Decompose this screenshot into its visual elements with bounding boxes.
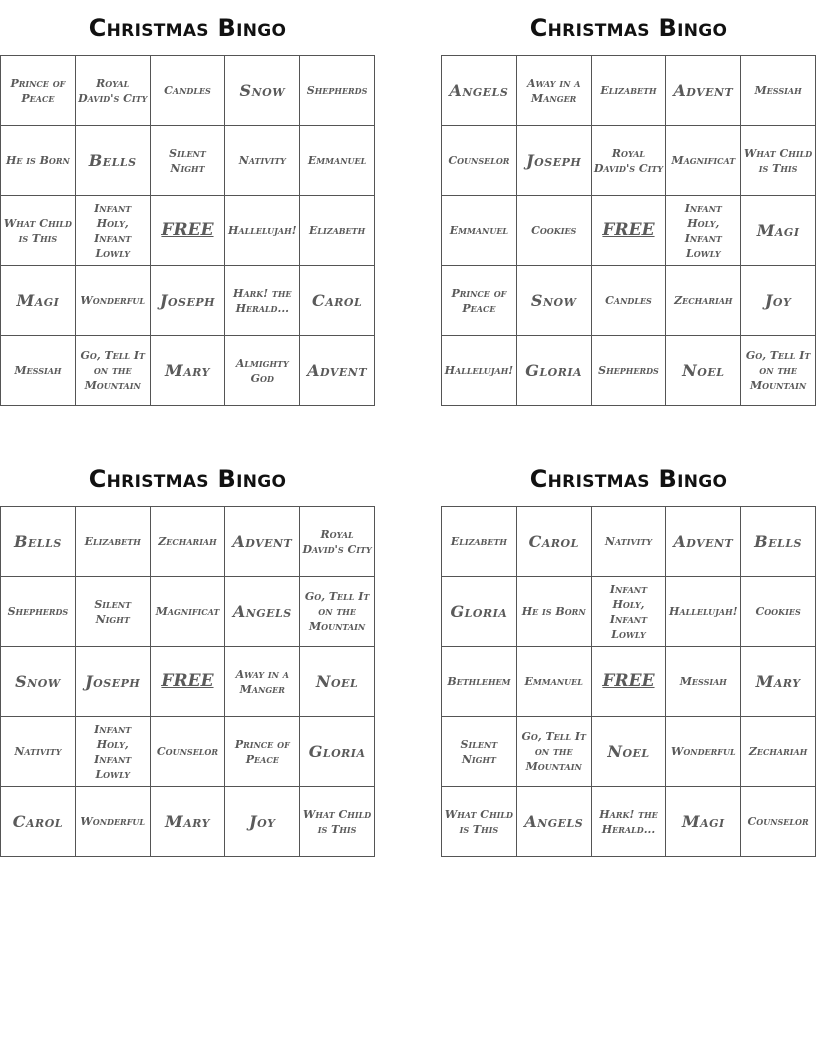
bingo-cell: Mary (741, 647, 816, 717)
bingo-cell: Emmanuel (442, 196, 517, 266)
bingo-card-1 (0, 0, 375, 406)
bingo-cell: Wonderful (75, 787, 150, 857)
bingo-cell: Shepherds (1, 577, 76, 647)
bingo-cell: Magnificat (150, 577, 225, 647)
bingo-cell: Messiah (666, 647, 741, 717)
bingo-cell: Shepherds (591, 336, 666, 406)
bingo-cell: What Child is This (1, 196, 76, 266)
bingo-cell: Infant Holy, Infant Lowly (591, 577, 666, 647)
bingo-cell: Joy (225, 787, 300, 857)
bingo-cell: Go, Tell It on the Mountain (516, 717, 591, 787)
bingo-card-3 (0, 451, 375, 857)
bingo-cell: Go, Tell It on the Mountain (741, 336, 816, 406)
bingo-cell: Candles (591, 266, 666, 336)
bingo-cell: Nativity (591, 507, 666, 577)
bingo-cell: Nativity (225, 126, 300, 196)
bingo-card-4 (441, 451, 816, 857)
bingo-cell: Carol (1, 787, 76, 857)
bingo-cell: Emmanuel (300, 126, 375, 196)
card-title: Christmas Bingo (88, 14, 287, 42)
card-title: Christmas Bingo (529, 14, 728, 42)
bingo-cell: Zechariah (150, 507, 225, 577)
bingo-cell: Advent (666, 507, 741, 577)
bingo-cell: Counselor (741, 787, 816, 857)
bingo-cell: Elizabeth (442, 507, 517, 577)
bingo-cell: Mary (150, 336, 225, 406)
bingo-cell: Almighty God (225, 336, 300, 406)
bingo-cell: Hark! the Herald... (591, 787, 666, 857)
bingo-cell: Zechariah (741, 717, 816, 787)
bingo-cell: Silent Night (75, 577, 150, 647)
card-title: Christmas Bingo (529, 465, 728, 493)
bingo-cell: Counselor (442, 126, 517, 196)
bingo-cell: Go, Tell It on the Mountain (300, 577, 375, 647)
bingo-cell: Zechariah (666, 266, 741, 336)
bingo-cell: Wonderful (75, 266, 150, 336)
bingo-cell: Infant Holy, Infant Lowly (75, 717, 150, 787)
bingo-cell: Carol (516, 507, 591, 577)
bingo-cell: Counselor (150, 717, 225, 787)
bingo-cell: Joy (741, 266, 816, 336)
bingo-cell: Snow (516, 266, 591, 336)
bingo-cell: What Child is This (741, 126, 816, 196)
bingo-cell: Angels (442, 56, 517, 126)
bingo-cell: Magi (741, 196, 816, 266)
bingo-cell: Gloria (442, 577, 517, 647)
bingo-cell: Candles (150, 56, 225, 126)
bingo-cell: Noel (591, 717, 666, 787)
bingo-cell: He is Born (516, 577, 591, 647)
bingo-cell: Silent Night (150, 126, 225, 196)
bingo-cell: Silent Night (442, 717, 517, 787)
bingo-cell: Angels (516, 787, 591, 857)
bingo-cell: Advent (225, 507, 300, 577)
bingo-cell: Elizabeth (300, 196, 375, 266)
bingo-cell: Nativity (1, 717, 76, 787)
bingo-cell: Elizabeth (75, 507, 150, 577)
bingo-cell: Prince of Peace (1, 56, 76, 126)
bingo-cell: Snow (225, 56, 300, 126)
bingo-cell: Prince of Peace (442, 266, 517, 336)
bingo-cell: Infant Holy, Infant Lowly (666, 196, 741, 266)
bingo-cell: Mary (150, 787, 225, 857)
bingo-cell: Go, Tell It on the Mountain (75, 336, 150, 406)
bingo-cell: Prince of Peace (225, 717, 300, 787)
bingo-cell: Magnificat (666, 126, 741, 196)
bingo-cell: Magi (1, 266, 76, 336)
bingo-cell: Hark! the Herald... (225, 266, 300, 336)
bingo-cell: Bells (741, 507, 816, 577)
free-space: FREE (591, 196, 666, 266)
bingo-cell: Carol (300, 266, 375, 336)
bingo-cell: He is Born (1, 126, 76, 196)
bingo-grid (0, 506, 375, 857)
bingo-cell: Snow (1, 647, 76, 717)
card-title: Christmas Bingo (88, 465, 287, 493)
bingo-cell: Gloria (300, 717, 375, 787)
free-space: FREE (150, 647, 225, 717)
bingo-cell: Noel (666, 336, 741, 406)
bingo-grid (441, 506, 816, 857)
bingo-cell: Joseph (75, 647, 150, 717)
bingo-grid (441, 55, 816, 406)
bingo-cell: Away in a Manger (225, 647, 300, 717)
bingo-cell: Cookies (516, 196, 591, 266)
bingo-cell: Hallelujah! (666, 577, 741, 647)
bingo-cell: Gloria (516, 336, 591, 406)
bingo-cell: Messiah (741, 56, 816, 126)
bingo-cell: Hallelujah! (225, 196, 300, 266)
bingo-cell: What Child is This (442, 787, 517, 857)
bingo-cell: Joseph (516, 126, 591, 196)
bingo-cell: Wonderful (666, 717, 741, 787)
bingo-cell: Bells (75, 126, 150, 196)
bingo-cell: Royal David's City (75, 56, 150, 126)
bingo-cell: Infant Holy, Infant Lowly (75, 196, 150, 266)
bingo-cell: Magi (666, 787, 741, 857)
bingo-cell: Cookies (741, 577, 816, 647)
bingo-cell: Bells (1, 507, 76, 577)
bingo-cell: Emmanuel (516, 647, 591, 717)
bingo-cell: Noel (300, 647, 375, 717)
bingo-cell: Bethlehem (442, 647, 517, 717)
bingo-cell: Messiah (1, 336, 76, 406)
bingo-cell: Royal David's City (300, 507, 375, 577)
bingo-cell: What Child is This (300, 787, 375, 857)
bingo-cell: Joseph (150, 266, 225, 336)
bingo-cell: Hallelujah! (442, 336, 517, 406)
bingo-grid (0, 55, 375, 406)
free-space: FREE (591, 647, 666, 717)
bingo-card-2 (441, 0, 816, 406)
bingo-cell: Angels (225, 577, 300, 647)
bingo-cell: Royal David's City (591, 126, 666, 196)
free-space: FREE (150, 196, 225, 266)
bingo-cell: Advent (666, 56, 741, 126)
bingo-cell: Advent (300, 336, 375, 406)
bingo-cell: Elizabeth (591, 56, 666, 126)
bingo-cell: Shepherds (300, 56, 375, 126)
bingo-cell: Away in a Manger (516, 56, 591, 126)
